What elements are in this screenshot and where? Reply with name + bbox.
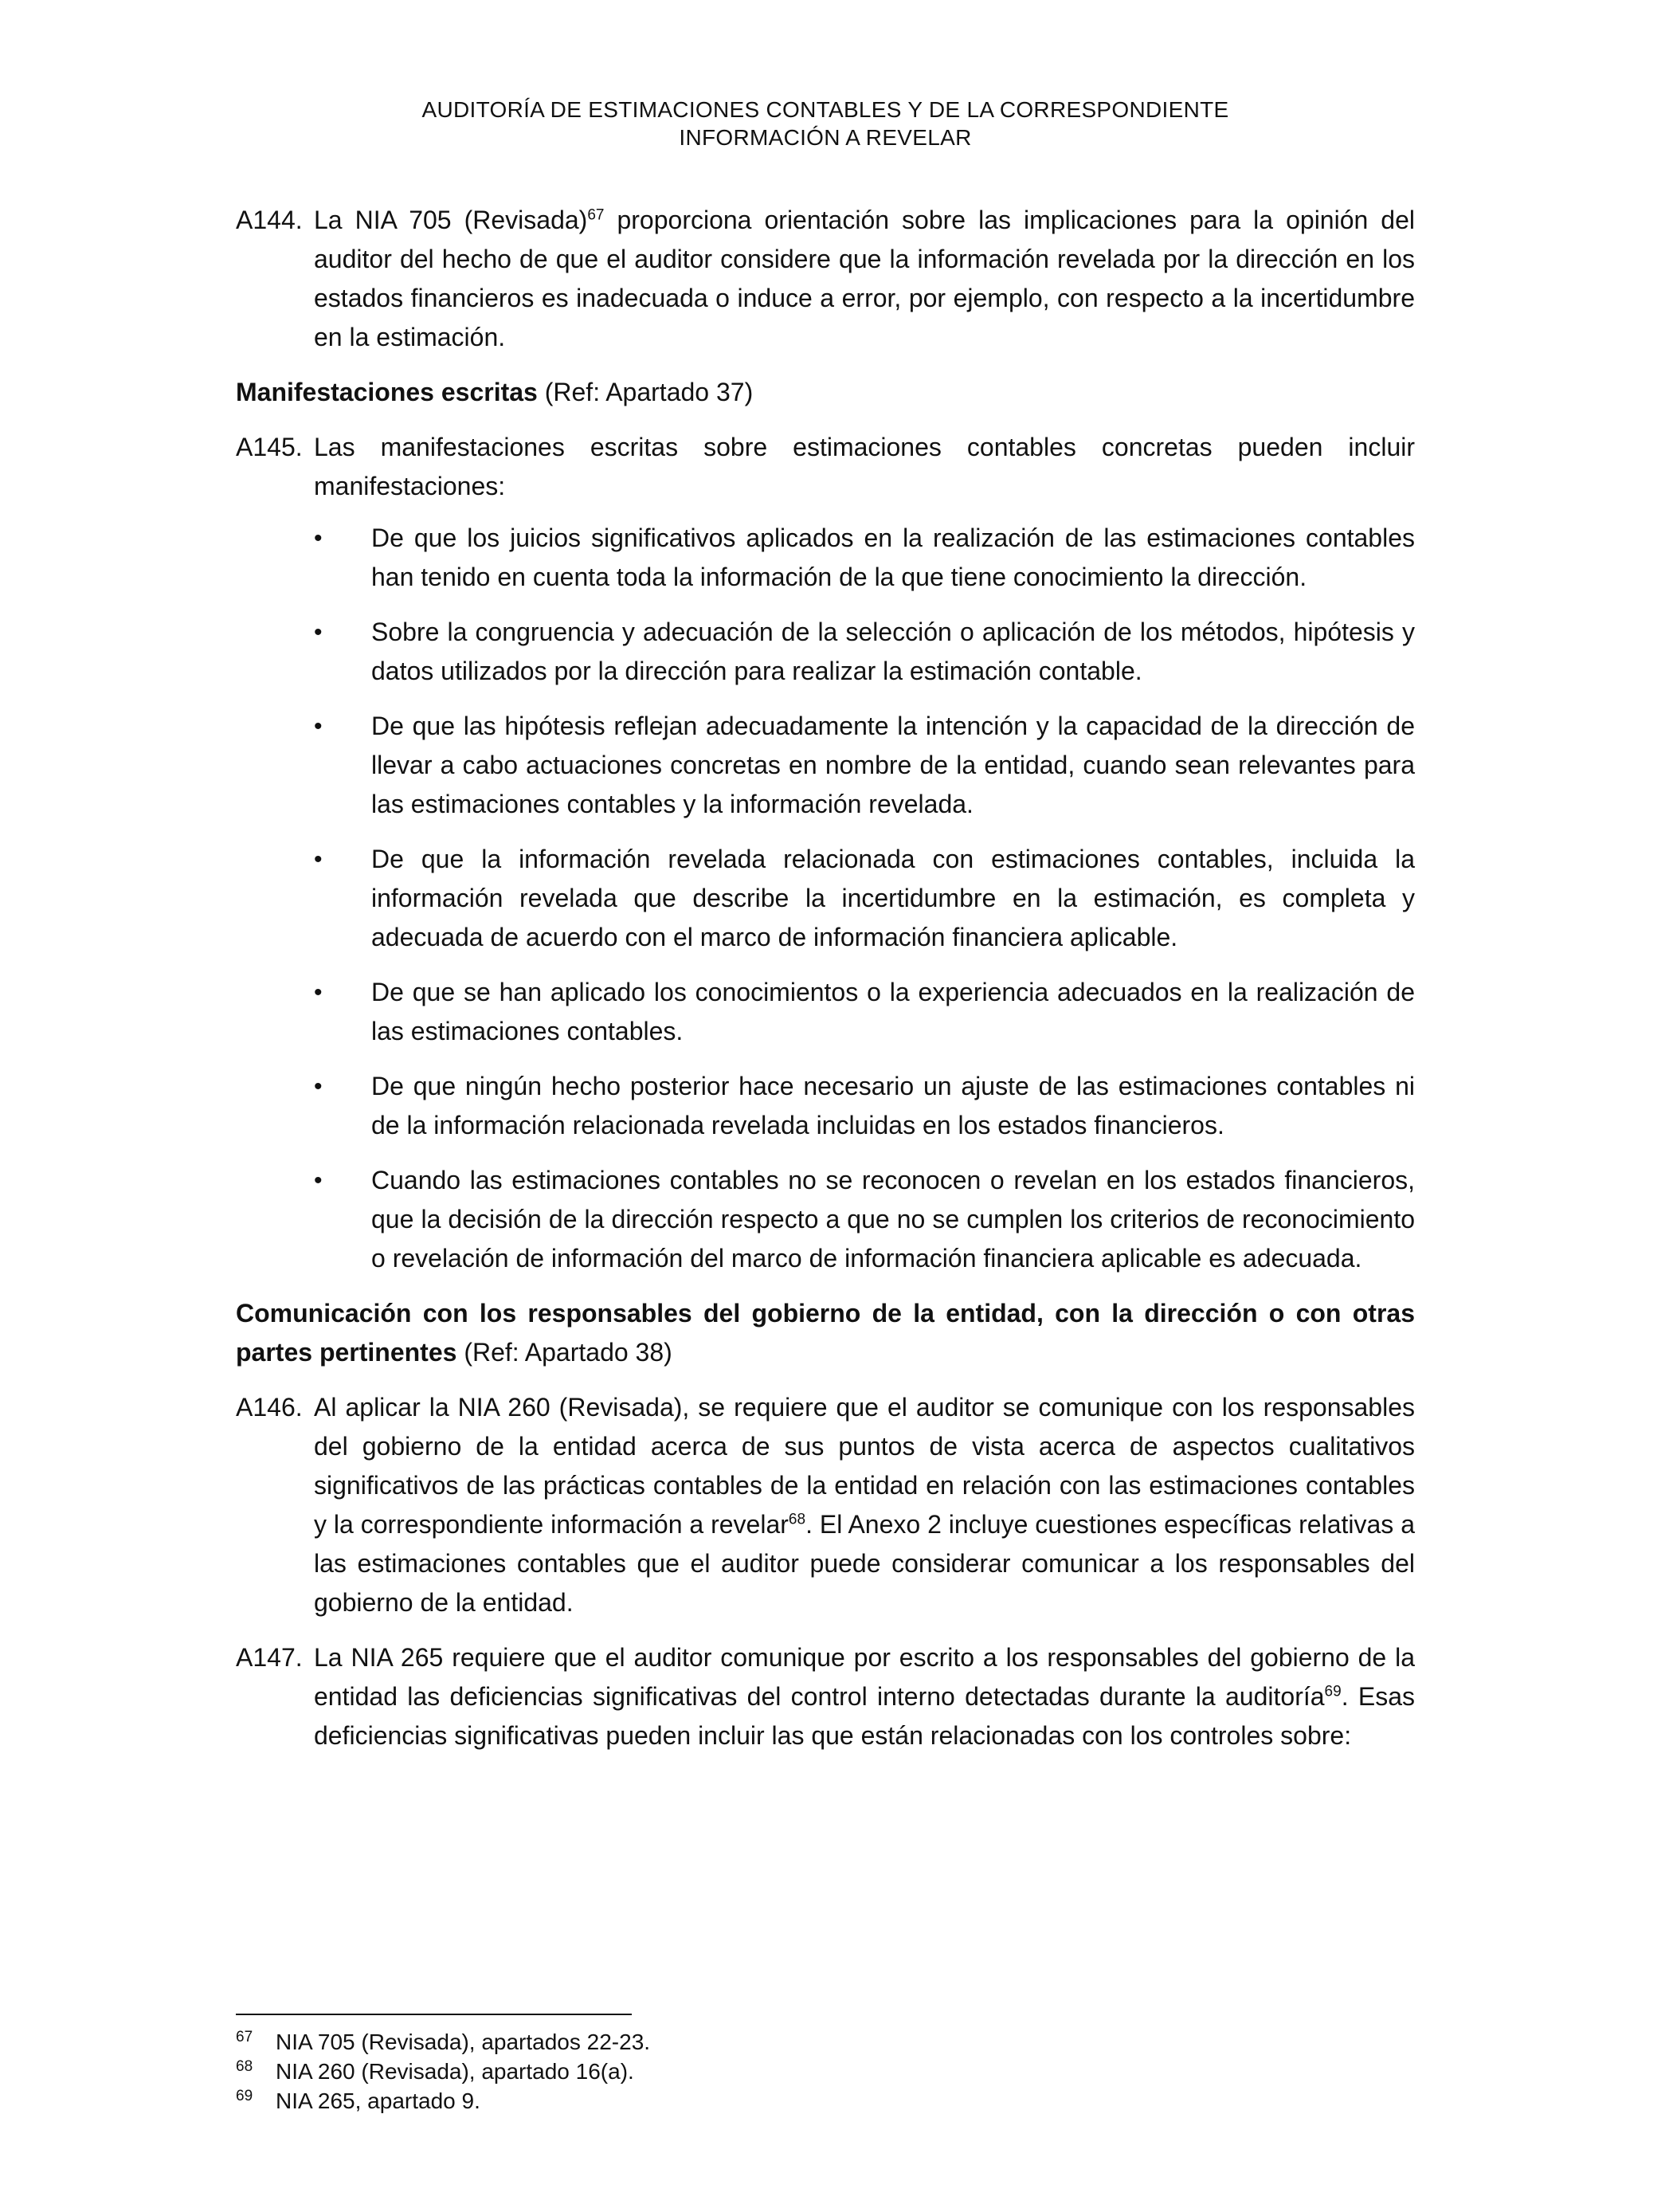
list-item: [314, 613, 1415, 691]
footnote-ref: 67: [587, 206, 605, 224]
bullet-icon: •: [314, 1073, 323, 1100]
paragraph-a145: [236, 428, 1415, 506]
footnote-number: 68: [236, 2058, 253, 2075]
paragraph-number: A144.: [236, 206, 303, 234]
paragraph-number: A145.: [236, 433, 303, 461]
text-run: . El Anexo 2 incluye cuestiones específicas relativas a las estimaciones contables que el auditor puede considerar comunicar a los responsables del gobierno de la entidad.: [314, 1510, 1416, 1617]
list-item: [314, 840, 1415, 957]
bullet-icon: •: [314, 979, 323, 1006]
bullet-icon: •: [314, 525, 323, 551]
paragraph-a144: [236, 201, 1415, 357]
footnote-ref: 69: [1324, 1683, 1342, 1700]
list-item: [314, 707, 1415, 824]
paragraph-text: [314, 1388, 1415, 1622]
list-item-text: De que los juicios significativos aplicados en la realización de las estimaciones contables han tenido en cuenta toda la información de la que tiene conocimiento la dirección.: [371, 524, 1415, 591]
footnote-ref: 68: [788, 1511, 806, 1528]
footnote-text: NIA 260 (Revisada), apartado 16(a).: [276, 2059, 634, 2084]
paragraph-a147: [236, 1638, 1415, 1755]
bullet-icon: •: [314, 846, 323, 873]
bullet-list: [314, 519, 1415, 1278]
footnote-68: [236, 2057, 1415, 2086]
paragraph-number: A147.: [236, 1643, 303, 1672]
bullet-icon: •: [314, 1167, 323, 1194]
bullet-icon: •: [314, 619, 323, 645]
text-run: La NIA 705 (Revisada): [314, 206, 588, 234]
section-heading-manifestaciones: [236, 373, 1415, 412]
list-item: [314, 973, 1415, 1051]
list-item: [314, 1161, 1415, 1278]
list-item-text: De que la información revelada relacionada con estimaciones contables, incluida la información revelada que describe la incertidumbre en la estimación, es completa y adecuada de acuerdo con el marco de información financiera aplicable.: [371, 845, 1415, 951]
list-item: [314, 519, 1415, 597]
footnote-text: NIA 265, apartado 9.: [276, 2088, 480, 2113]
body-content: [236, 201, 1415, 1771]
running-header: [236, 96, 1415, 151]
footnotes: [236, 2027, 1415, 2116]
paragraph-text: [314, 1638, 1415, 1755]
paragraph-number: A146.: [236, 1393, 303, 1422]
footnote-67: [236, 2027, 1415, 2057]
text-run: proporciona orientación sobre las implicaciones para la opinión del auditor del hecho de que el auditor considere que la información revelada por la dirección en los estados financieros es inadecuada o induce a error, por ejemplo, con respecto a la incertidumbre en la estimación.: [314, 206, 1416, 351]
paragraph-text: [314, 201, 1415, 357]
section-heading-comunicacion: [236, 1294, 1415, 1372]
header-line-1: AUDITORÍA DE ESTIMACIONES CONTABLES Y DE LA CORRESPONDIENTE: [421, 97, 1229, 122]
list-item-text: De que las hipótesis reflejan adecuadamente la intención y la capacidad de la dirección de llevar a cabo actuaciones concretas en nombre de la entidad, cuando sean relevantes para las estimaciones contables y la información revelada.: [371, 712, 1415, 818]
footnote-number: 69: [236, 2088, 253, 2104]
text-run: La NIA 265 requiere que el auditor comunique por escrito a los responsables del gobierno de la entidad las deficiencias significativas del control interno detectadas durante la auditoría: [314, 1643, 1415, 1711]
heading-reference: (Ref: Apartado 37): [537, 378, 754, 406]
heading-reference: (Ref: Apartado 38): [456, 1338, 672, 1367]
footnote-69: [236, 2086, 1415, 2116]
footnote-number: 67: [236, 2029, 253, 2045]
paragraph-text: Las manifestaciones escritas sobre estimaciones contables concretas pueden incluir manifestaciones:: [314, 433, 1415, 500]
list-item-text: De que ningún hecho posterior hace necesario un ajuste de las estimaciones contables ni de la información relacionada revelada incluidas en los estados financieros.: [371, 1072, 1415, 1139]
heading-title: Manifestaciones escritas: [236, 378, 538, 406]
list-item: [314, 1067, 1415, 1145]
header-line-2: INFORMACIÓN A REVELAR: [679, 125, 972, 150]
bullet-icon: •: [314, 713, 323, 739]
text-run: . Esas deficiencias significativas pueden incluir las que están relacionadas con los controles sobre:: [314, 1682, 1416, 1750]
paragraph-a146: [236, 1388, 1415, 1622]
list-item-text: De que se han aplicado los conocimientos o la experiencia adecuados en la realización de las estimaciones contables.: [371, 978, 1415, 1045]
text-run: Al aplicar la NIA 260 (Revisada), se requiere que el auditor se comunique con los responsables del gobierno de la entidad acerca de sus puntos de vista acerca de aspectos cualitativos significativos de las prácticas contables de la entidad en relación con las estimaciones contables y la correspondiente información a revelar: [314, 1393, 1415, 1539]
list-item-text: Sobre la congruencia y adecuación de la selección o aplicación de los métodos, hipótesis y datos utilizados por la dirección para realizar la estimación contable.: [371, 618, 1415, 685]
footnote-text: NIA 705 (Revisada), apartados 22-23.: [276, 2030, 651, 2054]
list-item-text: Cuando las estimaciones contables no se reconocen o revelan en los estados financieros, que la decisión de la dirección respecto a que no se cumplen los criterios de reconocimiento o revelación de información del marco de información financiera aplicable es adecuada.: [371, 1166, 1415, 1273]
footnote-separator: [236, 2014, 632, 2015]
heading-title: Comunicación con los responsables del gobierno de la entidad, con la dirección o con otras partes pertinentes: [236, 1299, 1415, 1367]
